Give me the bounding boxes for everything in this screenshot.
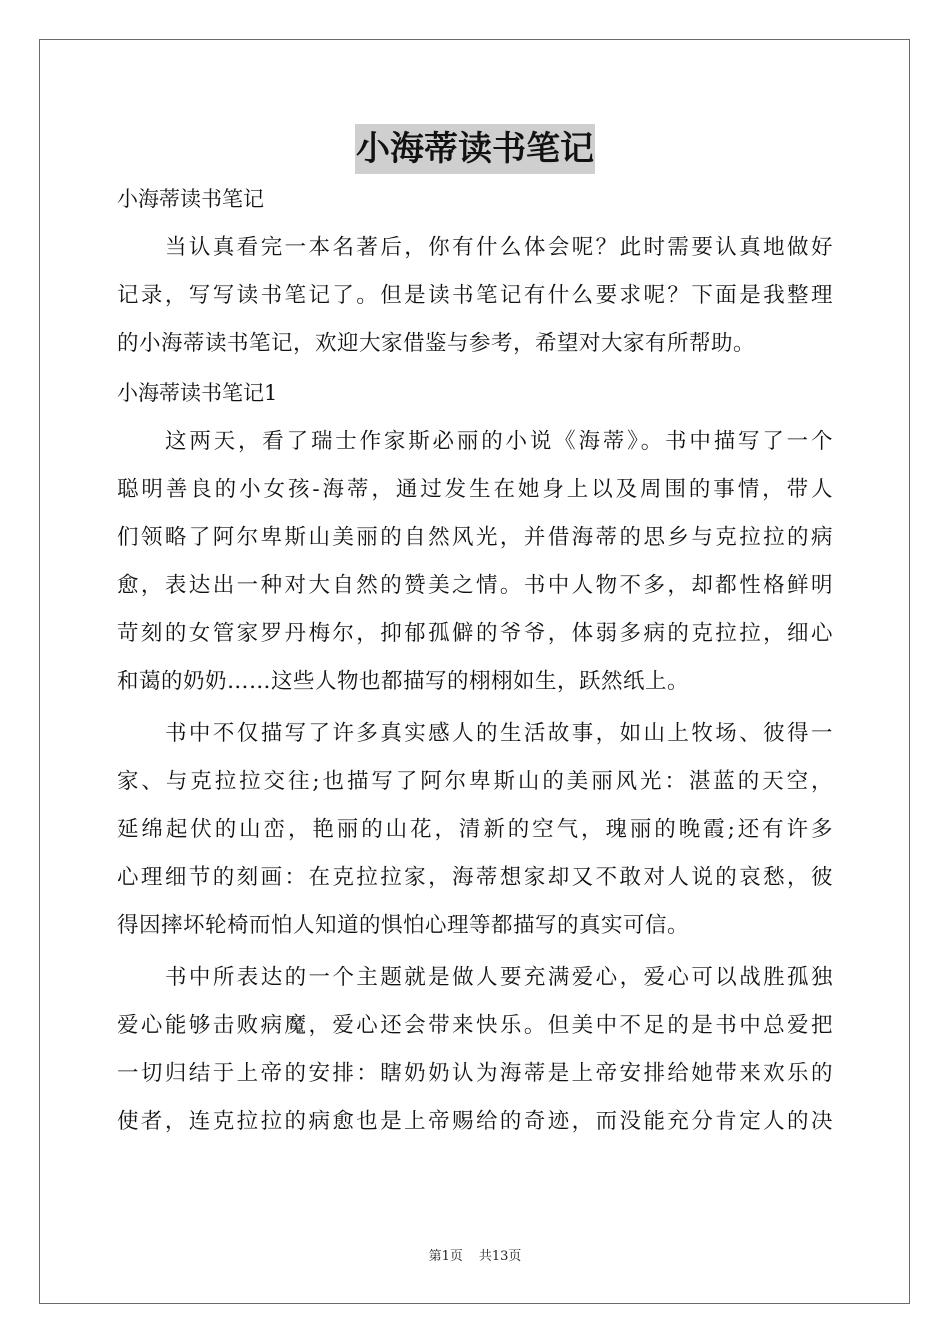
paragraph-line: 心理细节的刻画：在克拉拉家，海蒂想家却又不敢对人说的哀愁，彼 — [117, 865, 833, 890]
paragraph-line: 得因摔坏轮椅而怕人知道的惧怕心理等都描写的真实可信。 — [117, 913, 690, 938]
paragraph-line: 家、与克拉拉交往;也描写了阿尔卑斯山的美丽风光：湛蓝的天空， — [117, 769, 833, 794]
paragraph-2 — [117, 710, 833, 950]
page-number-total: 共13页 — [478, 1249, 522, 1264]
paragraph-line: 一切归结于上帝的安排：瞎奶奶认为海蒂是上帝安排给她带来欢乐的 — [117, 1061, 833, 1086]
document-subtitle: 小海蒂读书笔记 — [117, 187, 264, 211]
intro-line: 当认真看完一本名著后，你有什么体会呢？此时需要认真地做好 — [165, 235, 833, 260]
intro-paragraph — [117, 224, 833, 368]
paragraph-line: 聪明善良的小女孩-海蒂，通过发生在她身上以及周围的事情，带人 — [117, 477, 833, 502]
paragraph-line: 和蔼的奶奶……这些人物也都描写的栩栩如生，跃然纸上。 — [117, 669, 690, 694]
paragraph-line: 书中不仅描写了许多真实感人的生活故事，如山上牧场、彼得一 — [165, 721, 833, 746]
paragraph-line: 爱心能够击败病魔，爱心还会带来快乐。但美中不足的是书中总爱把 — [117, 1013, 833, 1038]
paragraph-line: 使者，连克拉拉的病愈也是上帝赐给的奇迹，而没能充分肯定人的决 — [117, 1109, 833, 1134]
page-number-current: 第1页 — [428, 1249, 463, 1264]
intro-line: 记录，写写读书笔记了。但是读书笔记有什么要求呢？下面是我整理 — [117, 283, 833, 308]
document-title: 小海蒂读书笔记 — [355, 124, 595, 174]
paragraph-line: 苛刻的女管家罗丹梅尔，抑郁孤僻的爷爷，体弱多病的克拉拉，细心 — [117, 621, 833, 646]
paragraph-line: 这两天，看了瑞士作家斯必丽的小说《海蒂》。书中描写了一个 — [165, 429, 833, 454]
intro-line: 的小海蒂读书笔记，欢迎大家借鉴与参考，希望对大家有所帮助。 — [117, 331, 756, 356]
page-footer — [0, 1248, 950, 1266]
title-wrap — [0, 124, 950, 174]
paragraph-1 — [117, 418, 833, 706]
section-heading: 小海蒂读书笔记1 — [117, 381, 278, 405]
paragraph-line: 书中所表达的一个主题就是做人要充满爱心，爱心可以战胜孤独 — [165, 965, 833, 990]
document-body — [117, 174, 833, 1146]
paragraph-3 — [117, 954, 833, 1146]
paragraph-line: 延绵起伏的山峦，艳丽的山花，清新的空气，瑰丽的晚霞;还有许多 — [117, 817, 833, 842]
paragraph-line: 们领略了阿尔卑斯山美丽的自然风光，并借海蒂的思乡与克拉拉的病 — [117, 525, 833, 550]
paragraph-line: 愈，表达出一种对大自然的赞美之情。书中人物不多，却都性格鲜明 — [117, 573, 833, 598]
